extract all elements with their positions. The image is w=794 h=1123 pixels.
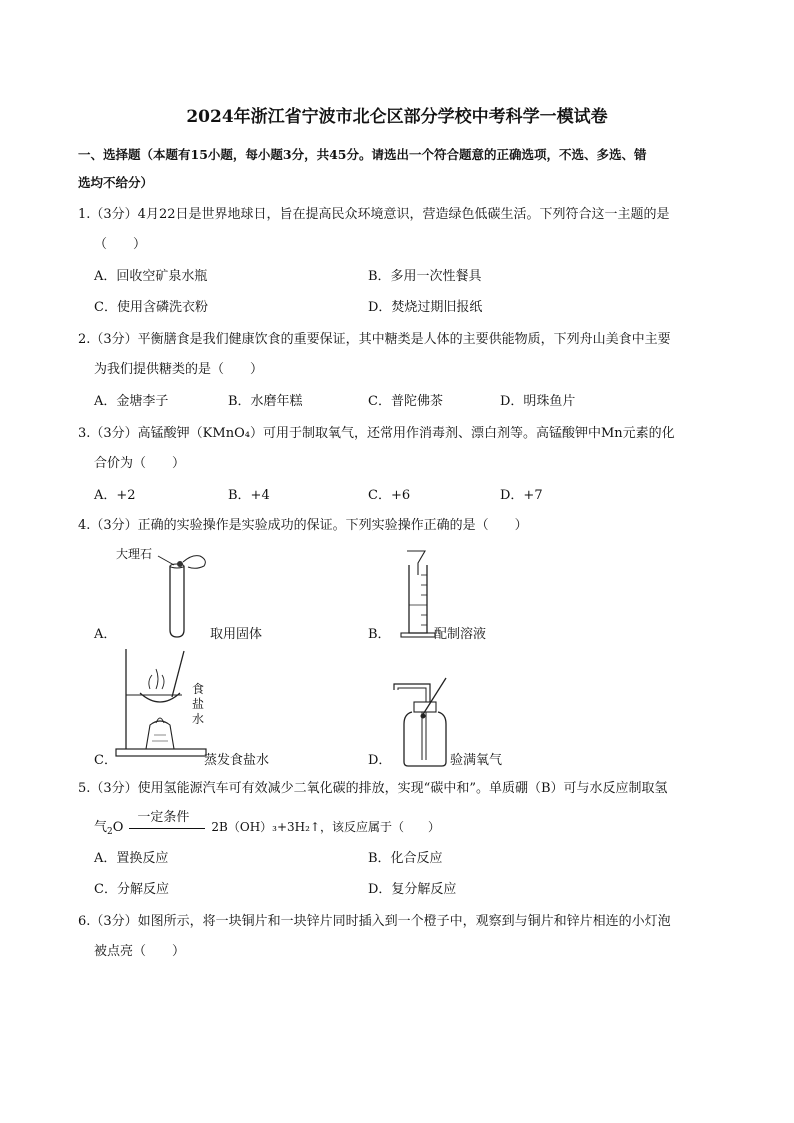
q4-figure-c-label-3: 水 xyxy=(192,712,205,726)
q2-option-c: C．普陀佛茶 xyxy=(368,394,443,409)
q6-stem-cont: 被点亮（ ） xyxy=(94,944,186,959)
section-header-line1: 一、选择题（本题有15小题，每小题3分，共45分。请选出一个符合题意的正确选项，不选、多选、错 xyxy=(78,147,647,162)
q4-figure-c-label-1: 食 xyxy=(192,682,205,696)
q4-option-d-caption: 验满氧气 xyxy=(450,753,503,768)
q2-stem: 2.（3分）平衡膳食是我们健康饮食的重要保证，其中糖类是人体的主要供能物质，下列舟山美食中主要 xyxy=(78,332,671,347)
q4-figure-c xyxy=(112,645,222,760)
q4-option-b-letter: B． xyxy=(368,627,391,642)
q2-option-d: D．明珠鱼片 xyxy=(500,394,576,409)
q5-eq-subscript: 2 xyxy=(107,827,113,837)
q2-stem-cont: 为我们提供糖类的是（ ） xyxy=(94,362,264,377)
q4-option-a-letter: A． xyxy=(94,627,117,642)
q6-stem: 6.（3分）如图所示，将一块铜片和一块锌片同时插入到一个橙子中，观察到与铜片和锌片相连的小灯泡 xyxy=(78,914,671,929)
q5-equation xyxy=(94,810,441,840)
q1-option-d: D．焚烧过期旧报纸 xyxy=(368,300,483,315)
q3-option-a: A．+2 xyxy=(94,488,136,503)
q3-stem: 3.（3分）高锰酸钾（KMnO₄）可用于制取氧气，还常用作消毒剂、漂白剂等。高锰酸钾中Mn元素的化 xyxy=(78,426,675,441)
q5-stem: 5.（3分）使用氢能源汽车可有效减少二氧化碳的排放，实现“碳中和”。单质硼（B）可与水反应制取氢 xyxy=(78,781,668,796)
q2-option-b: B．水磨年糕 xyxy=(228,394,303,409)
q4-option-d-letter: D． xyxy=(368,753,392,768)
q3-option-c: C．+6 xyxy=(368,488,411,503)
q4-option-b-caption: 配制溶液 xyxy=(434,627,487,642)
q1-option-b: B．多用一次性餐具 xyxy=(368,269,482,284)
q3-stem-cont: 合价为（ ） xyxy=(94,456,186,471)
q4-option-a-caption: 取用固体 xyxy=(210,627,263,642)
q5-eq-condition: 一定条件 xyxy=(137,810,190,825)
q5-eq-o: O xyxy=(112,820,124,835)
q4-option-c-caption: 蒸发食盐水 xyxy=(204,753,270,768)
q5-option-a: A．置换反应 xyxy=(94,851,169,866)
q4-figure-a-label: 大理石 xyxy=(116,547,153,561)
q1-option-c: C．使用含磷洗衣粉 xyxy=(94,300,208,315)
page-title: 2024年浙江省宁波市北仑区部分学校中考科学一模试卷 xyxy=(186,107,608,127)
q1-option-a: A．回收空矿泉水瓶 xyxy=(94,269,208,284)
q4-stem: 4.（3分）正确的实验操作是实验成功的保证。下列实验操作正确的是（ ） xyxy=(78,518,528,533)
q5-eq-rest: 2B（OH）₃+3H₂↑，该反应属于（ ） xyxy=(211,820,441,834)
q5-eq-arrow xyxy=(123,810,211,836)
q1-stem-paren: （ ） xyxy=(94,237,147,252)
q4-figure-a xyxy=(110,540,240,640)
q4-figure-c-label-2: 盐 xyxy=(192,697,205,711)
q5-option-c: C．分解反应 xyxy=(94,882,169,897)
q4-option-c-letter: C． xyxy=(94,753,117,768)
q3-option-d: D．+7 xyxy=(500,488,543,503)
q2-option-a: A．金塘李子 xyxy=(94,394,169,409)
q5-eq-prefix: 气 xyxy=(94,820,108,835)
q3-option-b: B．+4 xyxy=(228,488,270,503)
section-header-line2: 选均不给分） xyxy=(78,175,154,190)
q5-option-b: B．化合反应 xyxy=(368,851,443,866)
q5-option-d: D．复分解反应 xyxy=(368,882,457,897)
q1-stem: 1.（3分）4月22日是世界地球日，旨在提高民众环境意识，营造绿色低碳生活。下列符合这一主题的是 xyxy=(78,207,670,222)
